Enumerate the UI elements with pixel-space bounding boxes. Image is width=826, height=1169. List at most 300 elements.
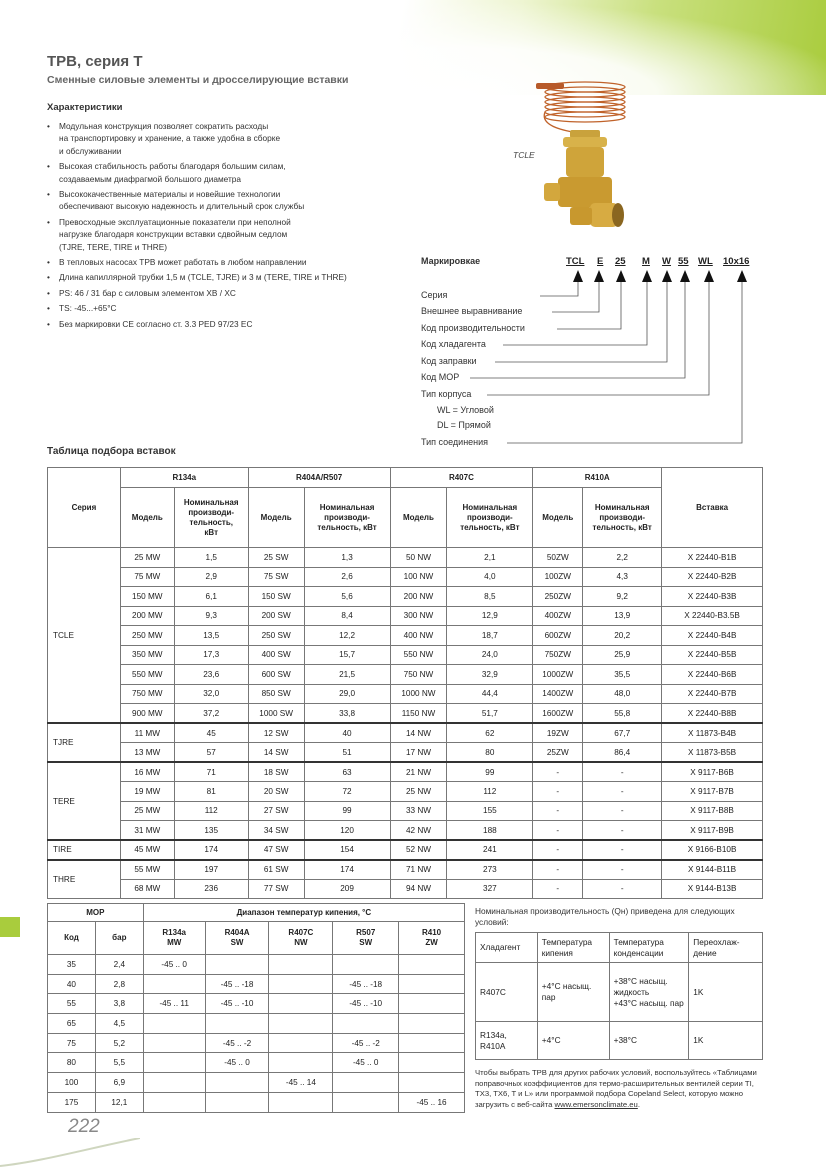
capacity-r404a: 12,2 <box>304 626 390 646</box>
capacity-r407c: 112 <box>447 782 533 802</box>
capacity-r134a: 1,5 <box>174 548 248 568</box>
table-row <box>48 645 763 665</box>
characteristics-heading: Характеристики <box>47 102 123 113</box>
mop-col-r134a: R134a MW <box>143 922 205 955</box>
feature-item: • Без маркировки CE согласно ст. 3.3 PED 97/23 EC <box>47 318 367 330</box>
cond-cell: +4°C насыщ. пар <box>537 963 609 1022</box>
range-r507 <box>333 1073 399 1093</box>
model-r134a: 900 MW <box>120 704 174 724</box>
mop-code: 175 <box>48 1092 96 1112</box>
range-r134a <box>143 1053 205 1073</box>
marking-sub-angle: WL = Угловой <box>437 405 494 415</box>
insert-code: X 22440-B2B <box>662 567 763 587</box>
marking-label-equalization: Внешнее выравнивание <box>421 306 523 316</box>
feature-item: • Высокая стабильность работы благодаря большим силам, создаваемым диафрагмой большого диаметра <box>47 160 367 185</box>
marking-sub-straight: DL = Прямой <box>437 420 491 430</box>
selection-hint <box>475 1068 767 1110</box>
model-r134a: 45 MW <box>120 840 174 860</box>
cond-cell: R407C <box>476 963 538 1022</box>
table-row <box>48 1053 465 1073</box>
cond-head-subcooling: Переохлаж-дение <box>689 933 763 963</box>
marking-label-capacity: Код производительности <box>421 323 525 333</box>
marking-label-body: Тип корпуса <box>421 389 472 399</box>
mop-bar: 6,9 <box>95 1073 143 1093</box>
characteristics-list <box>47 120 367 333</box>
range-r407c <box>269 974 333 994</box>
range-r507: -45 .. -2 <box>333 1033 399 1053</box>
model-r134a: 68 MW <box>120 879 174 899</box>
model-r404a: 12 SW <box>248 723 304 743</box>
model-r404a: 61 SW <box>248 860 304 880</box>
capacity-r407c: 80 <box>447 743 533 763</box>
model-r410a: - <box>533 801 583 821</box>
cond-cell: +38°C насыщ. жидкость +43°C насыщ. пар <box>609 963 689 1022</box>
capacity-r410a: 48,0 <box>583 684 662 704</box>
model-r410a: 25ZW <box>533 743 583 763</box>
range-r507: -45 .. -10 <box>333 994 399 1014</box>
model-r407c: 52 NW <box>390 840 447 860</box>
series-cell: TCLE <box>48 548 121 724</box>
mop-table <box>47 903 465 1113</box>
capacity-r407c: 12,9 <box>447 606 533 626</box>
feature-item: • PS: 46 / 31 бар с силовым элементом XB / XC <box>47 287 367 299</box>
insert-code: X 22440-B5B <box>662 645 763 665</box>
model-r404a: 34 SW <box>248 821 304 841</box>
insert-code: X 22440-B3B <box>662 587 763 607</box>
capacity-r134a: 57 <box>174 743 248 763</box>
cond-cell: +4°C <box>537 1022 609 1060</box>
range-r134a <box>143 1073 205 1093</box>
series-cell: THRE <box>48 860 121 899</box>
capacity-r404a: 21,5 <box>304 665 390 685</box>
capacity-r404a: 99 <box>304 801 390 821</box>
range-r134a: -45 .. 0 <box>143 955 205 975</box>
range-r410 <box>399 994 465 1014</box>
model-r410a: - <box>533 762 583 782</box>
feature-item: • Модульная конструкция позволяет сократить расходы на транспортировку и хранение, а также удобна в сборке и обслуживании <box>47 120 367 157</box>
col-model: Модель <box>390 488 447 548</box>
table-row <box>48 665 763 685</box>
model-r407c: 17 NW <box>390 743 447 763</box>
capacity-r410a: - <box>583 879 662 899</box>
capacity-r407c: 24,0 <box>447 645 533 665</box>
model-r410a: - <box>533 860 583 880</box>
col-r404a: R404A/R507 <box>248 468 390 488</box>
range-r404a: -45 .. -10 <box>205 994 269 1014</box>
valve-illustration <box>530 75 640 240</box>
mop-bar: 4,5 <box>95 1014 143 1034</box>
capacity-r410a: 4,3 <box>583 567 662 587</box>
capacity-r410a: 13,9 <box>583 606 662 626</box>
model-r134a: 25 MW <box>120 801 174 821</box>
mop-bar: 2,8 <box>95 974 143 994</box>
capacity-r404a: 1,3 <box>304 548 390 568</box>
table-row <box>48 548 763 568</box>
model-r134a: 31 MW <box>120 821 174 841</box>
feature-item: • В тепловых насосах ТРВ может работать в любом направлении <box>47 256 367 268</box>
table-row <box>48 1092 465 1112</box>
capacity-r410a: - <box>583 782 662 802</box>
model-r407c: 100 NW <box>390 567 447 587</box>
cond-head-condensation: Температура конденсации <box>609 933 689 963</box>
range-r410 <box>399 1033 465 1053</box>
range-r404a <box>205 1073 269 1093</box>
model-r410a: 1600ZW <box>533 704 583 724</box>
mop-code: 55 <box>48 994 96 1014</box>
marking-title: Маркировкае <box>421 256 481 266</box>
mop-bar: 12,1 <box>95 1092 143 1112</box>
model-r410a: 400ZW <box>533 606 583 626</box>
capacity-r134a: 236 <box>174 879 248 899</box>
capacity-r410a: 9,2 <box>583 587 662 607</box>
model-r407c: 400 NW <box>390 626 447 646</box>
table-row <box>48 821 763 841</box>
model-r410a: 750ZW <box>533 645 583 665</box>
model-r407c: 1000 NW <box>390 684 447 704</box>
capacity-r410a: 67,7 <box>583 723 662 743</box>
model-r404a: 47 SW <box>248 840 304 860</box>
selection-table-body <box>48 548 763 899</box>
range-r507: -45 .. -18 <box>333 974 399 994</box>
insert-code: X 11873-B4B <box>662 723 763 743</box>
insert-code: X 9144-B11B <box>662 860 763 880</box>
capacity-r134a: 17,3 <box>174 645 248 665</box>
range-r507 <box>333 1014 399 1034</box>
mop-table-body <box>48 955 465 1113</box>
selection-table-title: Таблица подбора вставок <box>47 446 176 457</box>
insert-code: X 9117-B9B <box>662 821 763 841</box>
model-r410a: 1400ZW <box>533 684 583 704</box>
model-r404a: 18 SW <box>248 762 304 782</box>
model-r407c: 1150 NW <box>390 704 447 724</box>
capacity-r134a: 112 <box>174 801 248 821</box>
capacity-r410a: 20,2 <box>583 626 662 646</box>
mop-code: 40 <box>48 974 96 994</box>
model-r404a: 77 SW <box>248 879 304 899</box>
capacity-r410a: - <box>583 762 662 782</box>
mop-code: 80 <box>48 1053 96 1073</box>
capacity-r404a: 51 <box>304 743 390 763</box>
table-row <box>48 567 763 587</box>
code-part-mop: 55 <box>678 256 689 267</box>
model-r134a: 16 MW <box>120 762 174 782</box>
range-r507 <box>333 955 399 975</box>
capacity-r410a: 86,4 <box>583 743 662 763</box>
model-r134a: 19 MW <box>120 782 174 802</box>
model-r134a: 200 MW <box>120 606 174 626</box>
col-capacity: Номинальная производи- тельность, кВт <box>447 488 533 548</box>
col-r134a: R134a <box>120 468 248 488</box>
range-r134a: -45 .. 11 <box>143 994 205 1014</box>
code-part-capacity: 25 <box>615 256 626 267</box>
model-r134a: 25 MW <box>120 548 174 568</box>
page-decoration <box>0 1138 140 1169</box>
model-r404a: 75 SW <box>248 567 304 587</box>
mop-col-bar: бар <box>95 922 143 955</box>
range-r507 <box>333 1092 399 1112</box>
capacity-r410a: - <box>583 821 662 841</box>
mop-code: 100 <box>48 1073 96 1093</box>
capacity-r404a: 33,8 <box>304 704 390 724</box>
range-r404a: -45 .. -18 <box>205 974 269 994</box>
mop-col-r407c: R407C NW <box>269 922 333 955</box>
range-r410 <box>399 1014 465 1034</box>
code-part-body: WL <box>698 256 713 267</box>
insert-code: X 22440-B1B <box>662 548 763 568</box>
table-row <box>48 974 465 994</box>
col-model: Модель <box>120 488 174 548</box>
capacity-r407c: 99 <box>447 762 533 782</box>
feature-item: • TS: -45...+65°C <box>47 302 367 314</box>
capacity-r410a: 25,9 <box>583 645 662 665</box>
model-r134a: 350 MW <box>120 645 174 665</box>
col-series: Серия <box>48 468 121 548</box>
model-r404a: 600 SW <box>248 665 304 685</box>
capacity-r404a: 174 <box>304 860 390 880</box>
capacity-r407c: 32,9 <box>447 665 533 685</box>
product-label: TCLE <box>513 150 535 160</box>
capacity-r407c: 62 <box>447 723 533 743</box>
model-r404a: 25 SW <box>248 548 304 568</box>
range-r410 <box>399 974 465 994</box>
mop-bar: 5,2 <box>95 1033 143 1053</box>
capacity-r407c: 18,7 <box>447 626 533 646</box>
capacity-r407c: 44,4 <box>447 684 533 704</box>
range-r134a <box>143 974 205 994</box>
capacity-r134a: 37,2 <box>174 704 248 724</box>
section-tab <box>0 917 20 937</box>
model-r407c: 33 NW <box>390 801 447 821</box>
capacity-r134a: 174 <box>174 840 248 860</box>
code-part-connection: 10x16 <box>723 256 750 267</box>
table-row <box>48 1033 465 1053</box>
insert-code: X 22440-B4B <box>662 626 763 646</box>
model-r410a: 1000ZW <box>533 665 583 685</box>
model-r407c: 50 NW <box>390 548 447 568</box>
capacity-r404a: 2,6 <box>304 567 390 587</box>
range-r407c <box>269 955 333 975</box>
model-r407c: 71 NW <box>390 860 447 880</box>
range-r407c <box>269 1033 333 1053</box>
mop-head: МОР <box>48 904 144 922</box>
model-r410a: 50ZW <box>533 548 583 568</box>
range-r404a <box>205 955 269 975</box>
range-r404a <box>205 1092 269 1112</box>
capacity-r407c: 327 <box>447 879 533 899</box>
table-row <box>48 994 465 1014</box>
range-r407c <box>269 1014 333 1034</box>
model-r410a: - <box>533 782 583 802</box>
mop-col-r404a: R404A SW <box>205 922 269 955</box>
cond-cell: 1K <box>689 963 763 1022</box>
model-r404a: 1000 SW <box>248 704 304 724</box>
model-r134a: 150 MW <box>120 587 174 607</box>
model-r410a: 600ZW <box>533 626 583 646</box>
capacity-r407c: 2,1 <box>447 548 533 568</box>
insert-code: X 22440-B8B <box>662 704 763 724</box>
model-r404a: 200 SW <box>248 606 304 626</box>
model-r404a: 20 SW <box>248 782 304 802</box>
mop-bar: 5,5 <box>95 1053 143 1073</box>
marking-label-mop: Код МОР <box>421 372 460 382</box>
range-r134a <box>143 1014 205 1034</box>
marking-label-connection: Тип соединения <box>421 437 489 447</box>
col-r407c: R407C <box>390 468 533 488</box>
model-r407c: 200 NW <box>390 587 447 607</box>
model-r404a: 250 SW <box>248 626 304 646</box>
marking-label-charge: Код заправки <box>421 356 477 366</box>
model-r410a: 100ZW <box>533 567 583 587</box>
capacity-r410a: 35,5 <box>583 665 662 685</box>
model-r410a: - <box>533 821 583 841</box>
insert-code: X 22440-B6B <box>662 665 763 685</box>
col-insert: Вставка <box>662 468 763 548</box>
mop-code: 35 <box>48 955 96 975</box>
mop-code: 65 <box>48 1014 96 1034</box>
page-subtitle: Сменные силовые элементы и дросселирующие вставки <box>47 74 349 86</box>
capacity-r407c: 241 <box>447 840 533 860</box>
capacity-r134a: 23,6 <box>174 665 248 685</box>
feature-item: • Превосходные эксплуатационные показатели при неполной нагрузке благодаря конструкции вставки сдвойным седлом (TJRE, TERE, TIRE и THRE) <box>47 216 367 253</box>
selection-hint-text: Чтобы выбрать ТРВ для других рабочих условий, воспользуйтесь «Таблицами поправочных коэффициентов для термо-расширительных вентилей серии TI, TX3, TX6, T и L» или программой подбора Copeland Select, которую можно загрузить с веб-сайта <box>475 1068 757 1109</box>
model-r410a: - <box>533 879 583 899</box>
table-row <box>48 606 763 626</box>
capacity-r134a: 9,3 <box>174 606 248 626</box>
series-cell: TIRE <box>48 840 121 860</box>
capacity-r407c: 273 <box>447 860 533 880</box>
model-r134a: 550 MW <box>120 665 174 685</box>
capacity-r404a: 8,4 <box>304 606 390 626</box>
table-row <box>48 782 763 802</box>
page-title: ТРВ, серия Т <box>47 53 143 70</box>
mop-col-r410: R410 ZW <box>399 922 465 955</box>
range-r134a <box>143 1033 205 1053</box>
model-r407c: 94 NW <box>390 879 447 899</box>
capacity-r404a: 72 <box>304 782 390 802</box>
table-row <box>48 1073 465 1093</box>
col-r410a: R410A <box>533 468 662 488</box>
mop-col-r507: R507 SW <box>333 922 399 955</box>
capacity-r134a: 135 <box>174 821 248 841</box>
selection-table <box>47 467 763 899</box>
range-r404a <box>205 1014 269 1034</box>
capacity-r134a: 2,9 <box>174 567 248 587</box>
table-row <box>48 723 763 743</box>
capacity-r404a: 15,7 <box>304 645 390 665</box>
range-r410 <box>399 1073 465 1093</box>
selection-hint-end: . <box>637 1099 640 1109</box>
capacity-r410a: 2,2 <box>583 548 662 568</box>
capacity-r134a: 6,1 <box>174 587 248 607</box>
cond-cell: +38°C <box>609 1022 689 1060</box>
series-cell: TJRE <box>48 723 121 762</box>
capacity-r410a: 55,8 <box>583 704 662 724</box>
model-r407c: 550 NW <box>390 645 447 665</box>
table-row <box>48 743 763 763</box>
insert-code: X 9117-B6B <box>662 762 763 782</box>
capacity-r134a: 71 <box>174 762 248 782</box>
insert-code: X 9117-B8B <box>662 801 763 821</box>
insert-code: X 22440-B7B <box>662 684 763 704</box>
cond-head-refrigerant: Хладагент <box>476 933 538 963</box>
cond-cell: R134a, R410A <box>476 1022 538 1060</box>
insert-code: X 9117-B7B <box>662 782 763 802</box>
col-capacity: Номинальная производи- тельность, кВт <box>304 488 390 548</box>
model-r407c: 750 NW <box>390 665 447 685</box>
capacity-r404a: 5,6 <box>304 587 390 607</box>
model-r407c: 42 NW <box>390 821 447 841</box>
table-row <box>48 840 763 860</box>
mop-range-head: Диапазон температур кипения, °С <box>143 904 464 922</box>
model-r404a: 400 SW <box>248 645 304 665</box>
feature-item: • Высококачественные материалы и новейшие технологии обеспечивают высокую надежность и длительный срок службы <box>47 188 367 213</box>
code-part-charge: W <box>662 256 671 267</box>
range-r407c <box>269 994 333 1014</box>
page-number: 222 <box>68 1116 100 1137</box>
range-r410: -45 .. 16 <box>399 1092 465 1112</box>
model-r407c: 25 NW <box>390 782 447 802</box>
capacity-r407c: 188 <box>447 821 533 841</box>
model-r404a: 150 SW <box>248 587 304 607</box>
table-row <box>48 762 763 782</box>
col-capacity: Номинальная производи- тельность, кВт <box>174 488 248 548</box>
code-part-refrigerant: M <box>642 256 650 267</box>
insert-code: X 9166-B10B <box>662 840 763 860</box>
marking-label-series: Серия <box>421 290 448 300</box>
capacity-r134a: 32,0 <box>174 684 248 704</box>
insert-code: X 11873-B5B <box>662 743 763 763</box>
range-r407c: -45 .. 14 <box>269 1073 333 1093</box>
table-row <box>48 626 763 646</box>
capacity-r410a: - <box>583 840 662 860</box>
range-r410 <box>399 1053 465 1073</box>
model-r410a: 250ZW <box>533 587 583 607</box>
mop-code: 75 <box>48 1033 96 1053</box>
mop-col-code: Код <box>48 922 96 955</box>
mop-bar: 3,8 <box>95 994 143 1014</box>
marking-label-refrigerant: Код хладагента <box>421 339 486 349</box>
range-r404a: -45 .. -2 <box>205 1033 269 1053</box>
table-row <box>48 955 465 975</box>
capacity-r134a: 81 <box>174 782 248 802</box>
range-r407c <box>269 1092 333 1112</box>
range-r410 <box>399 955 465 975</box>
website-link[interactable]: www.emersonclimate.eu <box>554 1099 638 1109</box>
capacity-r404a: 120 <box>304 821 390 841</box>
range-r404a: -45 .. 0 <box>205 1053 269 1073</box>
model-r410a: 19ZW <box>533 723 583 743</box>
capacity-r407c: 155 <box>447 801 533 821</box>
capacity-r407c: 51,7 <box>447 704 533 724</box>
table-row <box>48 684 763 704</box>
capacity-r404a: 63 <box>304 762 390 782</box>
insert-code: X 9144-B13B <box>662 879 763 899</box>
model-r134a: 11 MW <box>120 723 174 743</box>
col-model: Модель <box>533 488 583 548</box>
capacity-r134a: 45 <box>174 723 248 743</box>
capacity-r404a: 40 <box>304 723 390 743</box>
col-capacity: Номинальная производи- тельность, кВт <box>583 488 662 548</box>
model-r134a: 250 MW <box>120 626 174 646</box>
model-r410a: - <box>533 840 583 860</box>
nominal-capacity-note: Номинальная производительность (Qн) приведена для следующих условий: <box>475 906 735 927</box>
model-r407c: 14 NW <box>390 723 447 743</box>
insert-code: X 22440-B3.5B <box>662 606 763 626</box>
model-r407c: 21 NW <box>390 762 447 782</box>
table-row <box>48 704 763 724</box>
capacity-r410a: - <box>583 801 662 821</box>
cond-cell: 1K <box>689 1022 763 1060</box>
